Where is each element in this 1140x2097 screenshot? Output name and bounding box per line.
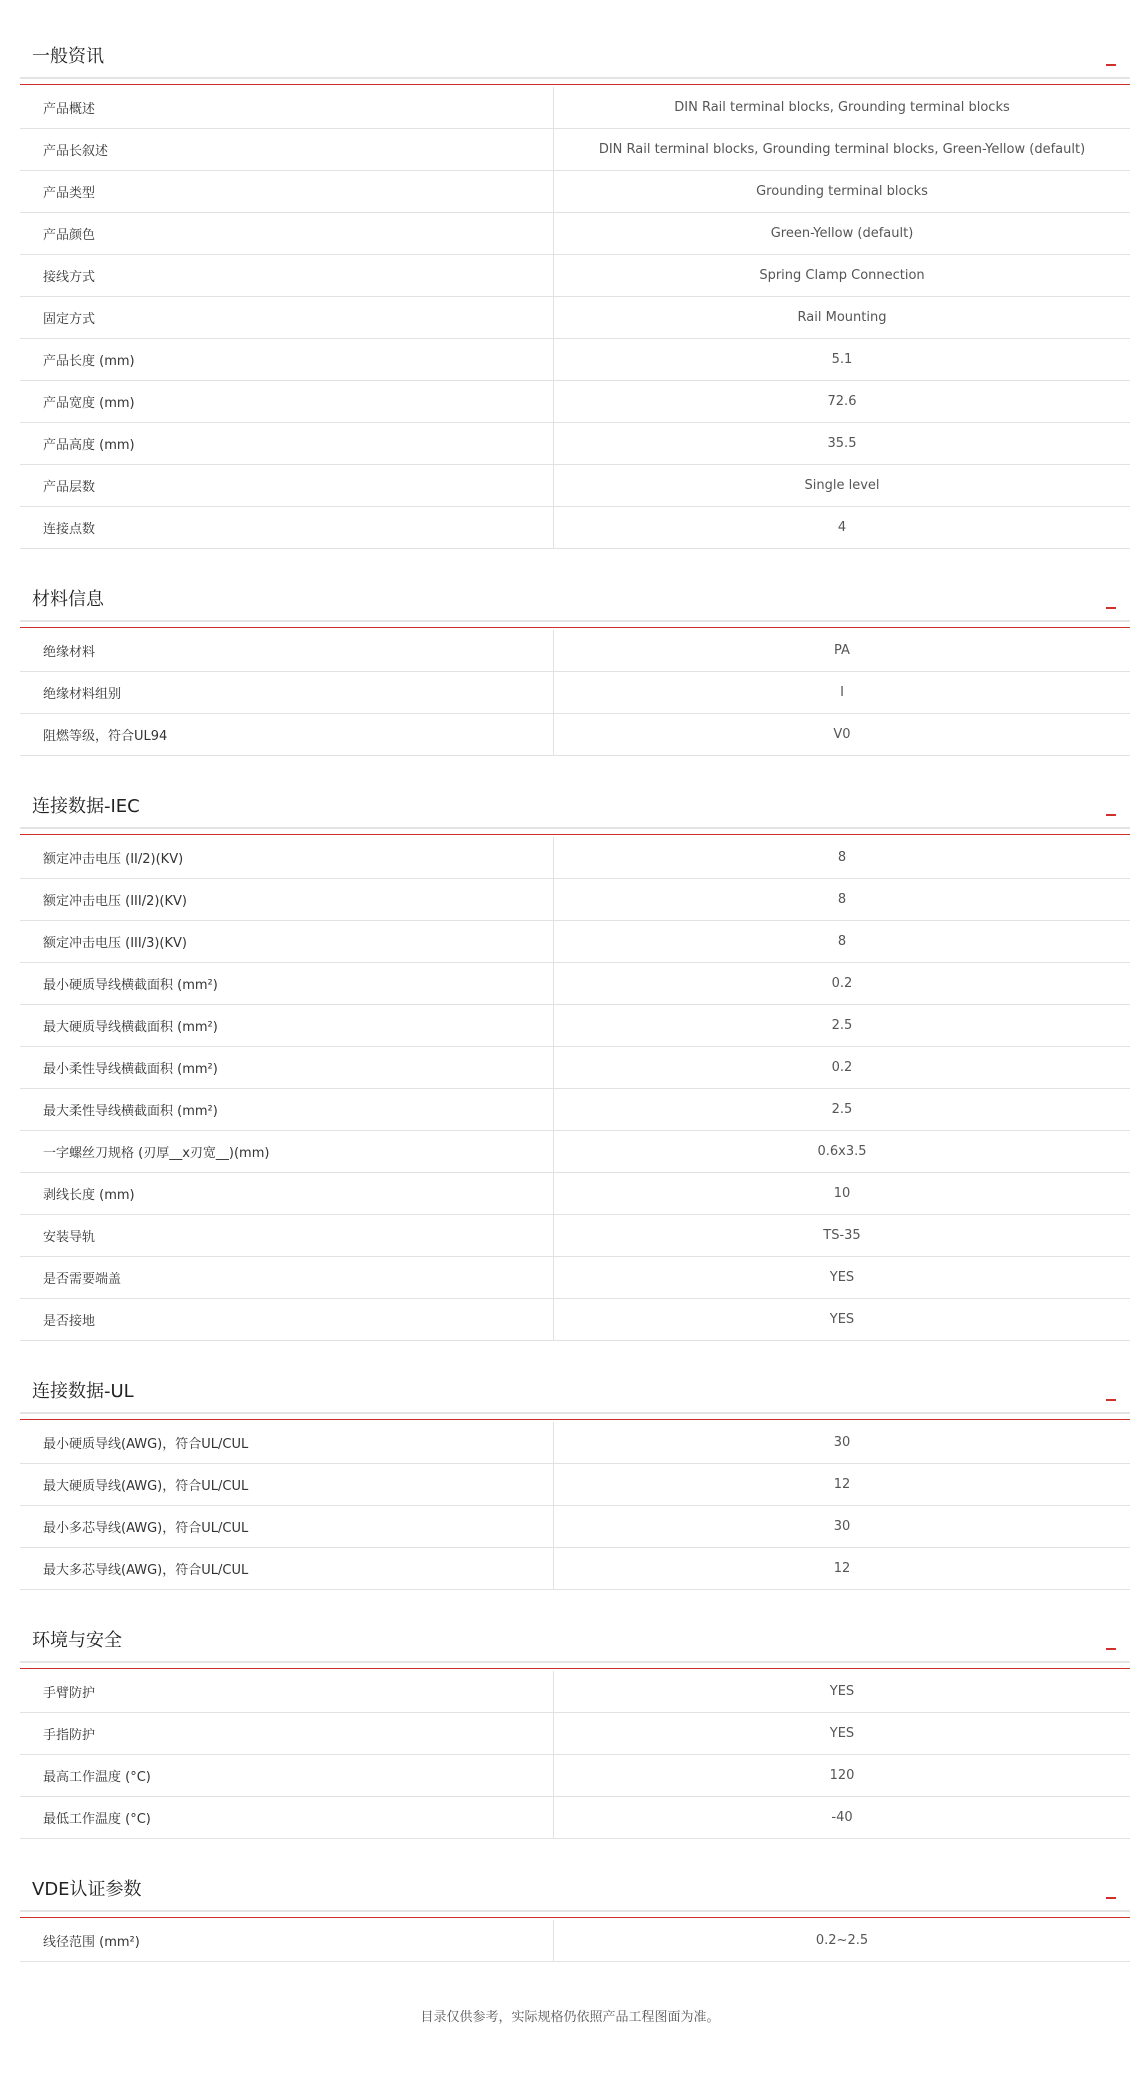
spec-label: 产品高度 (mm) — [20, 423, 554, 465]
table-row — [20, 213, 1130, 255]
spec-label: 剥线长度 (mm) — [20, 1173, 554, 1215]
spec-value: 120 — [554, 1755, 1131, 1797]
section-header[interactable] — [20, 778, 1130, 829]
section-header[interactable] — [20, 28, 1130, 79]
table-row — [20, 714, 1130, 756]
section-title: 连接数据-UL — [32, 1381, 134, 1402]
collapse-icon[interactable] — [1106, 814, 1116, 816]
spec-label: 额定冲击电压 (III/2)(KV) — [20, 879, 554, 921]
table-row — [20, 1920, 1130, 1962]
spec-value: DIN Rail terminal blocks, Grounding terminal blocks, Green-Yellow (default) — [554, 129, 1131, 171]
section-title: 连接数据-IEC — [32, 796, 140, 817]
spec-label: 安装导轨 — [20, 1215, 554, 1257]
section-title: 材料信息 — [32, 589, 104, 610]
table-row — [20, 837, 1130, 879]
spec-label: 最小多芯导线(AWG)，符合UL/CUL — [20, 1506, 554, 1548]
spec-value: Spring Clamp Connection — [554, 255, 1131, 297]
spec-page — [0, 28, 1140, 2025]
table-row — [20, 87, 1130, 129]
spec-value: 8 — [554, 837, 1131, 879]
spec-value: 8 — [554, 879, 1131, 921]
spec-table — [20, 837, 1130, 1341]
spec-label: 最小硬质导线横截面积 (mm²) — [20, 963, 554, 1005]
spec-label: 产品类型 — [20, 171, 554, 213]
collapse-icon[interactable] — [1106, 1399, 1116, 1401]
spec-value: 8 — [554, 921, 1131, 963]
spec-value: 2.5 — [554, 1089, 1131, 1131]
spec-label: 接线方式 — [20, 255, 554, 297]
spec-label: 线径范围 (mm²) — [20, 1920, 554, 1962]
table-row — [20, 297, 1130, 339]
section-title: VDE认证参数 — [32, 1879, 142, 1900]
spec-value: 4 — [554, 507, 1131, 549]
spec-value: PA — [554, 630, 1131, 672]
spec-value: Green-Yellow (default) — [554, 213, 1131, 255]
table-row — [20, 1299, 1130, 1341]
spec-label: 最大硬质导线横截面积 (mm²) — [20, 1005, 554, 1047]
spec-table — [20, 1920, 1130, 1962]
spec-section — [20, 1861, 1130, 1962]
spec-value: 12 — [554, 1464, 1131, 1506]
spec-label: 最大多芯导线(AWG)，符合UL/CUL — [20, 1548, 554, 1590]
spec-table — [20, 1671, 1130, 1839]
spec-label: 固定方式 — [20, 297, 554, 339]
table-row — [20, 963, 1130, 1005]
spec-label: 产品长叙述 — [20, 129, 554, 171]
spec-section — [20, 1363, 1130, 1590]
spec-value: 0.2 — [554, 963, 1131, 1005]
table-row — [20, 1089, 1130, 1131]
spec-value: YES — [554, 1671, 1131, 1713]
spec-label: 最高工作温度 (°C) — [20, 1755, 554, 1797]
spec-value: I — [554, 672, 1131, 714]
collapse-icon[interactable] — [1106, 64, 1116, 66]
spec-value: V0 — [554, 714, 1131, 756]
spec-value: DIN Rail terminal blocks, Grounding terminal blocks — [554, 87, 1131, 129]
spec-label: 产品长度 (mm) — [20, 339, 554, 381]
table-row — [20, 465, 1130, 507]
spec-label: 最小硬质导线(AWG)，符合UL/CUL — [20, 1422, 554, 1464]
spec-value: 30 — [554, 1506, 1131, 1548]
section-title: 环境与安全 — [32, 1630, 122, 1651]
spec-value: 10 — [554, 1173, 1131, 1215]
spec-label: 最低工作温度 (°C) — [20, 1797, 554, 1839]
table-row — [20, 921, 1130, 963]
spec-label: 绝缘材料组别 — [20, 672, 554, 714]
table-row — [20, 1755, 1130, 1797]
table-row — [20, 1215, 1130, 1257]
spec-section — [20, 28, 1130, 549]
table-row — [20, 1257, 1130, 1299]
spec-label: 手指防护 — [20, 1713, 554, 1755]
table-row — [20, 1173, 1130, 1215]
spec-label: 阻燃等级，符合UL94 — [20, 714, 554, 756]
spec-value: 12 — [554, 1548, 1131, 1590]
table-row — [20, 507, 1130, 549]
section-title: 一般资讯 — [32, 46, 104, 67]
spec-label: 产品宽度 (mm) — [20, 381, 554, 423]
spec-label: 产品颜色 — [20, 213, 554, 255]
spec-value: 0.6x3.5 — [554, 1131, 1131, 1173]
table-row — [20, 339, 1130, 381]
spec-value: 5.1 — [554, 339, 1131, 381]
spec-value: TS-35 — [554, 1215, 1131, 1257]
spec-label: 额定冲击电压 (II/2)(KV) — [20, 837, 554, 879]
spec-label: 最小柔性导线横截面积 (mm²) — [20, 1047, 554, 1089]
spec-value: -40 — [554, 1797, 1131, 1839]
table-row — [20, 1464, 1130, 1506]
table-row — [20, 381, 1130, 423]
spec-value: Grounding terminal blocks — [554, 171, 1131, 213]
footnote: 目录仅供参考，实际规格仍依照产品工程图面为准。 — [420, 2010, 720, 2025]
spec-section — [20, 571, 1130, 756]
spec-value: 0.2 — [554, 1047, 1131, 1089]
spec-label: 绝缘材料 — [20, 630, 554, 672]
spec-value: YES — [554, 1713, 1131, 1755]
table-row — [20, 1005, 1130, 1047]
table-row — [20, 1548, 1130, 1590]
section-header[interactable] — [20, 1612, 1130, 1663]
table-row — [20, 423, 1130, 465]
table-row — [20, 1797, 1130, 1839]
spec-label: 产品概述 — [20, 87, 554, 129]
table-row — [20, 879, 1130, 921]
spec-value: 0.2~2.5 — [554, 1920, 1131, 1962]
table-row — [20, 1713, 1130, 1755]
spec-value: 35.5 — [554, 423, 1131, 465]
table-row — [20, 1422, 1130, 1464]
table-row — [20, 672, 1130, 714]
spec-value: YES — [554, 1299, 1131, 1341]
spec-value: YES — [554, 1257, 1131, 1299]
spec-table — [20, 87, 1130, 549]
spec-label: 最大硬质导线(AWG)，符合UL/CUL — [20, 1464, 554, 1506]
spec-value: Rail Mounting — [554, 297, 1131, 339]
spec-label: 一字螺丝刀规格 (刃厚__x刃宽__)(mm) — [20, 1131, 554, 1173]
spec-label: 最大柔性导线横截面积 (mm²) — [20, 1089, 554, 1131]
spec-section — [20, 778, 1130, 1341]
table-row — [20, 630, 1130, 672]
spec-label: 手臂防护 — [20, 1671, 554, 1713]
spec-section — [20, 1612, 1130, 1839]
table-row — [20, 255, 1130, 297]
spec-label: 额定冲击电压 (III/3)(KV) — [20, 921, 554, 963]
section-header[interactable] — [20, 1861, 1130, 1912]
section-header[interactable] — [20, 571, 1130, 622]
table-row — [20, 1047, 1130, 1089]
section-header[interactable] — [20, 1363, 1130, 1414]
spec-sections — [0, 28, 1140, 1962]
collapse-icon[interactable] — [1106, 607, 1116, 609]
spec-label: 是否需要端盖 — [20, 1257, 554, 1299]
spec-label: 连接点数 — [20, 507, 554, 549]
table-row — [20, 1506, 1130, 1548]
spec-label: 是否接地 — [20, 1299, 554, 1341]
spec-value: 72.6 — [554, 381, 1131, 423]
spec-value: Single level — [554, 465, 1131, 507]
spec-value: 30 — [554, 1422, 1131, 1464]
table-row — [20, 1671, 1130, 1713]
spec-table — [20, 630, 1130, 756]
spec-value: 2.5 — [554, 1005, 1131, 1047]
spec-table — [20, 1422, 1130, 1590]
table-row — [20, 1131, 1130, 1173]
table-row — [20, 129, 1130, 171]
collapse-icon[interactable] — [1106, 1897, 1116, 1899]
table-row — [20, 171, 1130, 213]
spec-label: 产品层数 — [20, 465, 554, 507]
collapse-icon[interactable] — [1106, 1648, 1116, 1650]
